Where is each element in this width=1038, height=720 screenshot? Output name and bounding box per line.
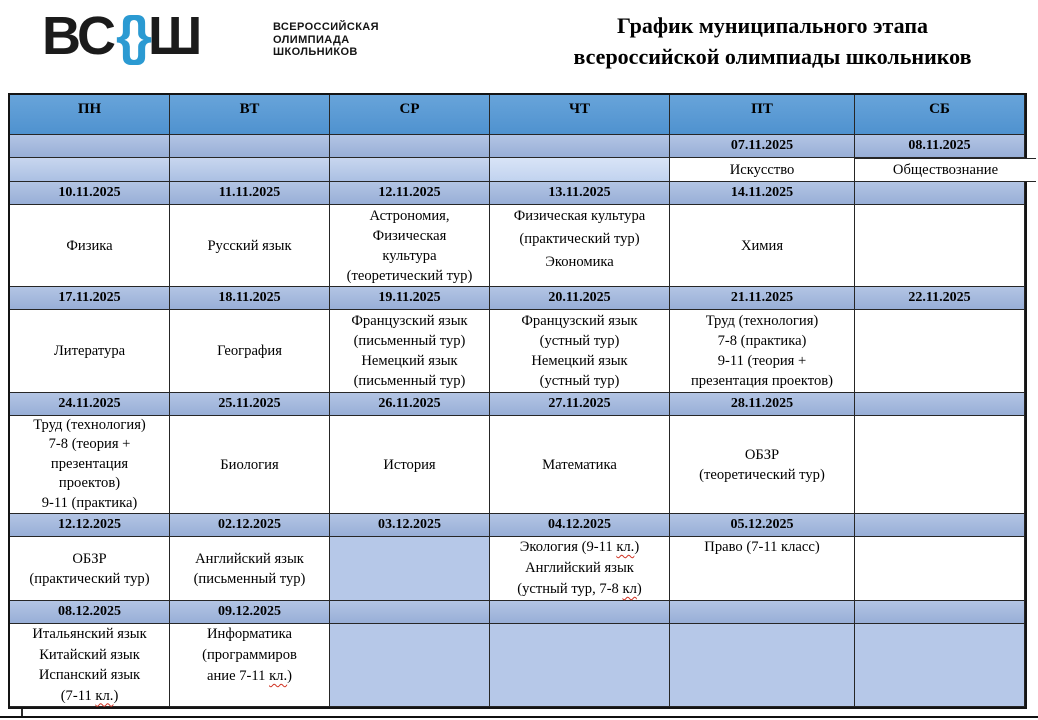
date-cell: 17.11.2025 [10, 287, 170, 310]
subject-cell: ОБЗР (практический тур) [10, 537, 170, 601]
date-cell: 14.11.2025 [670, 182, 855, 205]
spellcheck-squiggle: кл. [616, 539, 635, 555]
date-cell: 08.12.2025 [10, 601, 170, 624]
date-cell: 07.11.2025 [670, 135, 855, 158]
date-cell: 28.11.2025 [670, 393, 855, 416]
date-cell: 02.12.2025 [170, 514, 330, 537]
logo-caption-line: ШКОЛЬНИКОВ [273, 46, 358, 58]
day-header: ЧТ [490, 95, 670, 135]
empty-cell [855, 205, 1025, 287]
empty-date-cell [330, 135, 490, 158]
empty-date-cell [855, 601, 1025, 624]
subject-cell: География [170, 310, 330, 393]
date-cell: 11.11.2025 [170, 182, 330, 205]
subject-cell: Информатика (программиров ание 7-11 кл.) [170, 624, 330, 707]
spellcheck-squiggle: кл. [95, 687, 114, 704]
day-header: ПН [10, 95, 170, 135]
subject-cell: Русский язык [170, 205, 330, 287]
subject-cell: История [330, 416, 490, 514]
empty-date-cell [855, 182, 1025, 205]
day-header: СБ [855, 95, 1025, 135]
date-cell: 13.11.2025 [490, 182, 670, 205]
spellcheck-squiggle: кл [622, 581, 637, 597]
empty-cell [855, 310, 1025, 393]
empty-date-cell [330, 601, 490, 624]
empty-date-cell [855, 514, 1025, 537]
subject-cell: Право (7-11 класс) [670, 537, 855, 601]
empty-cell [670, 624, 855, 707]
date-cell: 24.11.2025 [10, 393, 170, 416]
date-cell: 20.11.2025 [490, 287, 670, 310]
empty-date-cell [490, 601, 670, 624]
date-cell: 09.12.2025 [170, 601, 330, 624]
date-cell: 26.11.2025 [330, 393, 490, 416]
empty-date-cell [10, 135, 170, 158]
subject-cell: Искусство [670, 158, 855, 182]
subject-cell: Английский язык (письменный тур) [170, 537, 330, 601]
subject-cell: Биология [170, 416, 330, 514]
schedule-table [10, 95, 1025, 707]
subject-cell: Обществознание [855, 158, 1036, 182]
page-title-line1: График муниципального этапа [616, 13, 929, 38]
empty-date-cell [490, 135, 670, 158]
empty-cell [490, 624, 670, 707]
empty-cell [330, 624, 490, 707]
date-cell: 08.11.2025 [855, 135, 1025, 158]
logo-caption [273, 21, 379, 59]
subject-cell: Физическая культура (практический тур) Экономика [490, 205, 670, 287]
day-header: ПТ [670, 95, 855, 135]
subject-cell: Труд (технология) 7-8 (теория + презентация проектов) 9-11 (практика) [10, 416, 170, 514]
logo-caption-line: ВСЕРОССИЙСКАЯ [273, 21, 379, 33]
date-cell: 21.11.2025 [670, 287, 855, 310]
day-header: ВТ [170, 95, 330, 135]
date-cell: 03.12.2025 [330, 514, 490, 537]
date-cell: 27.11.2025 [490, 393, 670, 416]
page-bottom-rule [0, 716, 1038, 718]
date-cell: 10.11.2025 [10, 182, 170, 205]
date-cell: 18.11.2025 [170, 287, 330, 310]
empty-cell [855, 416, 1025, 514]
empty-cell [170, 158, 330, 182]
subject-cell: Труд (технология) 7-8 (практика) 9-11 (теория + презентация проектов) [670, 310, 855, 393]
subject-cell: Французский язык (устный тур) Немецкий язык (устный тур) [490, 310, 670, 393]
subject-cell: Физика [10, 205, 170, 287]
empty-cell [490, 158, 670, 182]
empty-cell [855, 624, 1025, 707]
logo-braces-icon: {} [115, 6, 146, 66]
logo-caption-line: ОЛИМПИАДА [273, 33, 350, 46]
subject-cell: Химия [670, 205, 855, 287]
subject-cell: Литература [10, 310, 170, 393]
spellcheck-squiggle: кл. [269, 668, 288, 684]
logo-letters-vs: ВС [42, 6, 114, 66]
date-cell: 19.11.2025 [330, 287, 490, 310]
date-cell: 12.11.2025 [330, 182, 490, 205]
page-title [520, 10, 1025, 72]
subject-cell: Астрономия, Физическая культура (теоретический тур) [330, 205, 490, 287]
empty-cell [10, 158, 170, 182]
date-cell: 22.11.2025 [855, 287, 1025, 310]
empty-cell [855, 537, 1025, 601]
empty-date-cell [855, 393, 1025, 416]
date-cell: 04.12.2025 [490, 514, 670, 537]
subject-cell: Итальянский язык Китайский язык Испанский язык (7-11 кл.) [10, 624, 170, 707]
logo-letter-sh: Ш [147, 6, 201, 66]
empty-date-cell [670, 601, 855, 624]
empty-cell [330, 537, 490, 601]
subject-cell: Экология (9-11 кл.) Английский язык (устный тур, 7-8 кл) [490, 537, 670, 601]
date-cell: 05.12.2025 [670, 514, 855, 537]
vosh-logo-wordmark [42, 8, 200, 64]
date-cell: 12.12.2025 [10, 514, 170, 537]
date-cell: 25.11.2025 [170, 393, 330, 416]
empty-cell [330, 158, 490, 182]
empty-date-cell [170, 135, 330, 158]
page-title-line2: всероссийской олимпиады школьников [573, 44, 972, 69]
subject-cell: Французский язык (письменный тур) Немецкий язык (письменный тур) [330, 310, 490, 393]
subject-cell: ОБЗР (теоретический тур) [670, 416, 855, 514]
day-header: СР [330, 95, 490, 135]
subject-cell: Математика [490, 416, 670, 514]
